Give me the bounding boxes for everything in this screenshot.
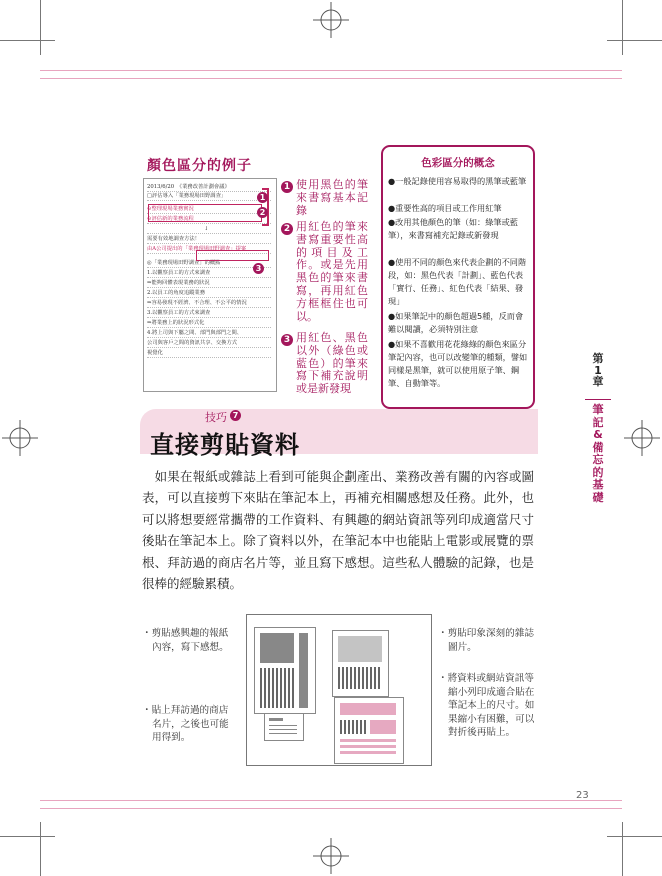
color-concept-box [381, 145, 535, 409]
caption-printout: ・將資料或網站資訊等 縮小列印成適合貼在 筆記本上的尺寸。如 果縮小有困難，可以 對折後再貼上。 [438, 673, 535, 738]
notebook-line: 4.將上司與下屬之間、部門與部門之間、 [147, 330, 243, 336]
concept-item: ●使用不同的顏色來代表企劃的不同階段，如：黑色代表「計劃」、藍色代表「實行、任務」、紅色代表「結果、發現」 [388, 257, 527, 307]
chapter-title-char: 的 [592, 465, 604, 479]
business-card-clipping [264, 713, 304, 741]
chapter-char: 章 [592, 375, 604, 388]
highlight-box [148, 204, 262, 222]
note-2-number: 2 [281, 223, 293, 235]
notebook-line: □評估導入「業務現場田野調查」 [147, 193, 227, 199]
notebook-rule [147, 337, 271, 338]
technique-number: 7 [230, 410, 241, 421]
notebook-line: ⇒將業務上的狀況形式化 [147, 320, 205, 326]
page-number: 23 [576, 790, 589, 801]
chapter-title-char: 筆 [592, 403, 604, 416]
notebook-line: 需要有效地調查方法！ [147, 236, 200, 242]
notebook-rule [147, 357, 271, 358]
concept-item: ●如果不喜歡用花花綠綠的顏色來區分筆記內容，也可以改變筆的種類，譬如同樣是黑筆，就可以使用原子筆、鋼筆、自動筆等。 [388, 339, 528, 389]
badge-1: 1 [257, 192, 268, 203]
chapter-title [587, 404, 609, 504]
note-1-number: 1 [281, 181, 293, 193]
chapter-title-char: 記 [592, 415, 604, 429]
caption-business-card: ・貼上拜訪過的商店 名片，之後也可能 用得到。 [142, 705, 229, 743]
notebook-line: 視覺化 [147, 350, 163, 356]
notebook-line: 由A公司提出的「業務現場田野調查」提案 [147, 246, 247, 252]
notebook-rule [147, 191, 271, 192]
notebook-line: 公司與客戶之間的資訊共享、交換方式 [147, 340, 238, 346]
concept-item: ●改用其他顏色的筆（如：綠筆或藍筆），來書寫補充記錄或新發現 [388, 217, 518, 241]
chapter-title-char: 基 [592, 478, 604, 491]
concept-item: ●一般記錄使用容易取得的黑筆或藍筆 [388, 176, 527, 186]
notebook-rule [147, 317, 271, 318]
chapter-title-char: 忘 [592, 453, 604, 466]
note-1-text: 使用黑色的筆來書寫基本記錄 [296, 178, 368, 217]
newspaper-clipping [254, 627, 316, 714]
notebook-line: ⇒容易發現不經濟、不合理、不公平的情況 [147, 300, 247, 306]
concept-item: ●如果筆記中的顏色超過5種，反而會難以閱讀，必須特別注意 [388, 311, 524, 335]
header-rule [40, 70, 622, 71]
sidebar-rule [585, 399, 611, 400]
printout-clipping [334, 697, 404, 764]
notebook-line: ⊙評估新的業務流程 [147, 216, 194, 222]
concept-item: ●重要性高的項目或工作用紅筆 [388, 203, 502, 213]
caption-magazine: ・剪貼印象深刻的雜誌 圖片。 [438, 628, 534, 653]
chapter-title-char: 礎 [592, 490, 604, 504]
badge-2: 2 [257, 207, 268, 218]
notebook-line: 1.以觀察員工的方式來調查 [147, 270, 211, 276]
clippings-illustration [246, 614, 432, 766]
header-rule [40, 78, 622, 79]
notebook-line: ⇒能夠回體表現業務的狀況 [147, 280, 210, 286]
notebook-rule [147, 243, 271, 244]
chapter-char: 第 [592, 352, 604, 365]
highlight-box [196, 250, 269, 261]
notebook-rule [147, 307, 271, 308]
technique-label: 技巧 [205, 411, 227, 424]
notebook-line: ⊙整理現場業務實況 [147, 206, 194, 212]
badge-3: 3 [253, 263, 264, 274]
concept-title: 色彩區分的概念 [421, 157, 495, 169]
body-paragraph: 如果在報紙或雜誌上看到可能與企劃產出、業務改善有關的內容或圖表，可以直接剪下來貼在筆記本上，再補充相關感想及任務。此外，也可以將想要經常攜帶的工作資料、有興趣的網站資訊等列印成適當尺寸後貼在筆記本上。除了資料以外，在筆記本中也能貼上電影或展覽的票根、拜訪過的商店名片等，並且寫下感想。這些私人體驗的記錄，也是很棒的經驗累積。 [142, 469, 534, 592]
notebook-rule [147, 223, 271, 224]
chapter-char: 1 [594, 363, 602, 377]
notebook-line: 2.以員工的角度追蹤業務 [147, 290, 206, 296]
notebook-rule [147, 287, 271, 288]
notebook-rule [147, 327, 271, 328]
note-2-text: 用紅色的筆來書寫重要性高的項目及工作。或是先用黑色的筆來書寫，再用紅色方框框住也可以。 [296, 220, 368, 323]
section-title: 直接剪貼資料 [150, 431, 300, 459]
notebook-line: ◎「業務現場田野調查」的概點 [147, 260, 221, 266]
notebook-rule [147, 277, 271, 278]
chapter-tab [587, 353, 609, 388]
note-3-text: 用紅色、黑色以外（綠色或藍色）的筆來寫下補充說明或是新發現 [296, 331, 368, 396]
notebook-line: ↓ [204, 226, 209, 232]
example-title: 顏色區分的例子 [147, 158, 252, 174]
magazine-clipping [332, 630, 389, 697]
note-3-number: 3 [281, 334, 293, 346]
notebook-rule [147, 297, 271, 298]
notebook-rule [147, 233, 271, 234]
footer-rule [40, 800, 622, 801]
chapter-title-char: 備 [592, 440, 604, 454]
footer-rule [40, 808, 622, 809]
caption-newspaper: ・剪貼感興趣的報紙 內容，寫下感想。 [142, 628, 229, 653]
chapter-title-char: & [593, 428, 603, 441]
notebook-line: 2013/6/20 《業務改善計劃會議》 [147, 184, 230, 190]
notebook-rule [147, 200, 271, 201]
notebook-line: 3.以觀察員工的方式來調查 [147, 310, 211, 316]
notebook-rule [147, 347, 271, 348]
